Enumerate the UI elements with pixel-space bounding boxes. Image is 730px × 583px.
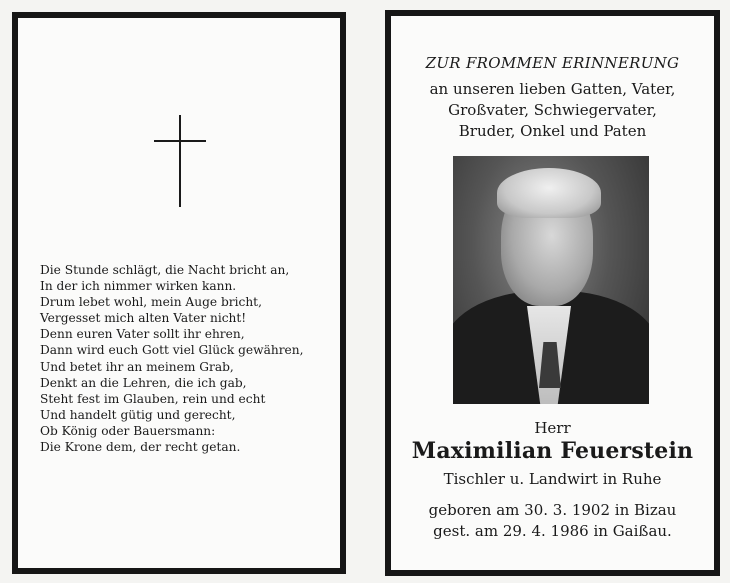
poem-line: Steht fest im Glauben, rein und echt [40,391,266,406]
deceased-name: Maximilian Feuerstein [411,438,694,464]
cross-icon [154,115,206,207]
dedication-line: an unseren lieben Gatten, Vater, [429,80,676,98]
poem-line: In der ich nimmer wirken kann. [40,279,237,294]
right-card [385,10,720,576]
poem-line: Dann wird euch Gott viel Glück gewähren, [40,343,304,358]
life-dates [391,500,714,542]
poem-line: Denn euren Vater sollt ihr ehren, [40,327,245,342]
portrait-photo [453,156,649,404]
poem-line: Ob König oder Bauersmann: [40,423,216,438]
poem-line: Die Krone dem, der recht getan. [40,440,241,455]
occupation: Tischler u. Landwirt in Ruhe [443,470,662,488]
poem-line: Die Stunde schlägt, die Nacht bricht an, [40,263,290,277]
poem-line: Und betet ihr an meinem Grab, [40,359,234,374]
birth-line: geboren am 30. 3. 1902 in Bizau [428,501,677,519]
dedication-line: Großvater, Schwiegervater, [448,101,657,119]
poem [40,262,340,455]
left-card [12,12,346,574]
death-line: gest. am 29. 4. 1986 in Gaißau. [433,522,672,540]
poem-line: Drum lebet wohl, mein Auge bricht, [40,295,262,310]
memorial-heading: ZUR FROMMEN ERINNERUNG [425,54,680,72]
poem-line: Und handelt gütig und gerecht, [40,407,236,422]
honorific: Herr [534,419,571,437]
dedication-line: Bruder, Onkel und Paten [458,122,647,140]
dedication [391,79,714,142]
poem-line: Vergesset mich alten Vater nicht! [40,311,247,326]
poem-line: Denkt an die Lehren, die ich gab, [40,375,247,390]
